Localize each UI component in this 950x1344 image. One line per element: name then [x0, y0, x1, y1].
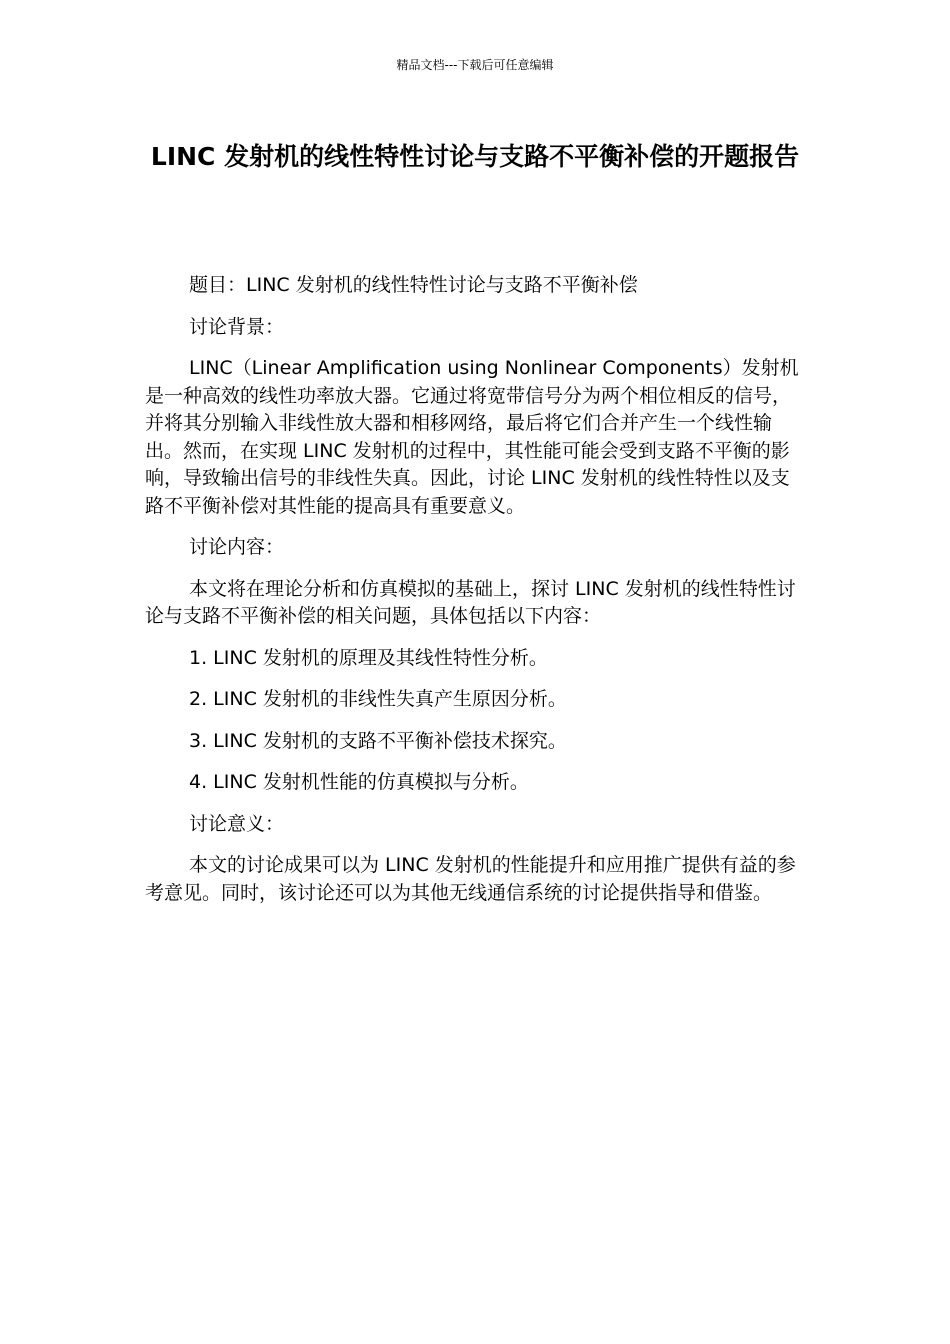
list-item: 1. LINC 发射机的原理及其线性特性分析。 — [189, 646, 548, 669]
content-intro-paragraph: 本文将在理论分析和仿真模拟的基础上，探讨 LINC 发射机的线性特性讨论与支路不平衡补偿的相关问题，具体包括以下内容： — [145, 577, 796, 627]
significance-paragraph: 本文的讨论成果可以为 LINC 发射机的性能提升和应用推广提供有益的参考意见。同时，该讨论还可以为其他无线通信系统的讨论提供指导和借鉴。 — [145, 854, 796, 904]
document-body — [145, 272, 807, 921]
list-item: 2. LINC 发射机的非线性失真产生原因分析。 — [189, 688, 567, 710]
document-title: LINC 发射机的线性特性讨论与支路不平衡补偿的开题报告 — [150, 142, 800, 171]
list-item: 4. LINC 发射机性能的仿真模拟与分析。 — [189, 771, 529, 793]
significance-heading: 讨论意义： — [189, 812, 285, 835]
topic-line: 题目：LINC 发射机的线性特性讨论与支路不平衡补偿 — [189, 274, 638, 296]
list-item: 3. LINC 发射机的支路不平衡补偿技术探究。 — [189, 729, 567, 752]
header-note: 精品文档---下载后可任意编辑 — [396, 58, 554, 72]
content-heading: 讨论内容： — [189, 536, 285, 558]
background-paragraph: LINC（Linear Amplification using Nonlinear Components）发射机是一种高效的线性功率放大器。它通过将宽带信号分为两个相位相反的信号，并将其分别输入非线性放大器和相移网络，最后将它们合并产生一个线性输出。然而，在实现 LINC 发射机的过程中，其性能可能会受到支路不平衡的影响，导致输出信号的非线性失真。因此，讨论 LINC 发射机的线性特性以及支路不平衡补偿对其性能的提高具有重要意义。 — [145, 357, 799, 517]
background-heading: 讨论背景： — [189, 315, 285, 338]
